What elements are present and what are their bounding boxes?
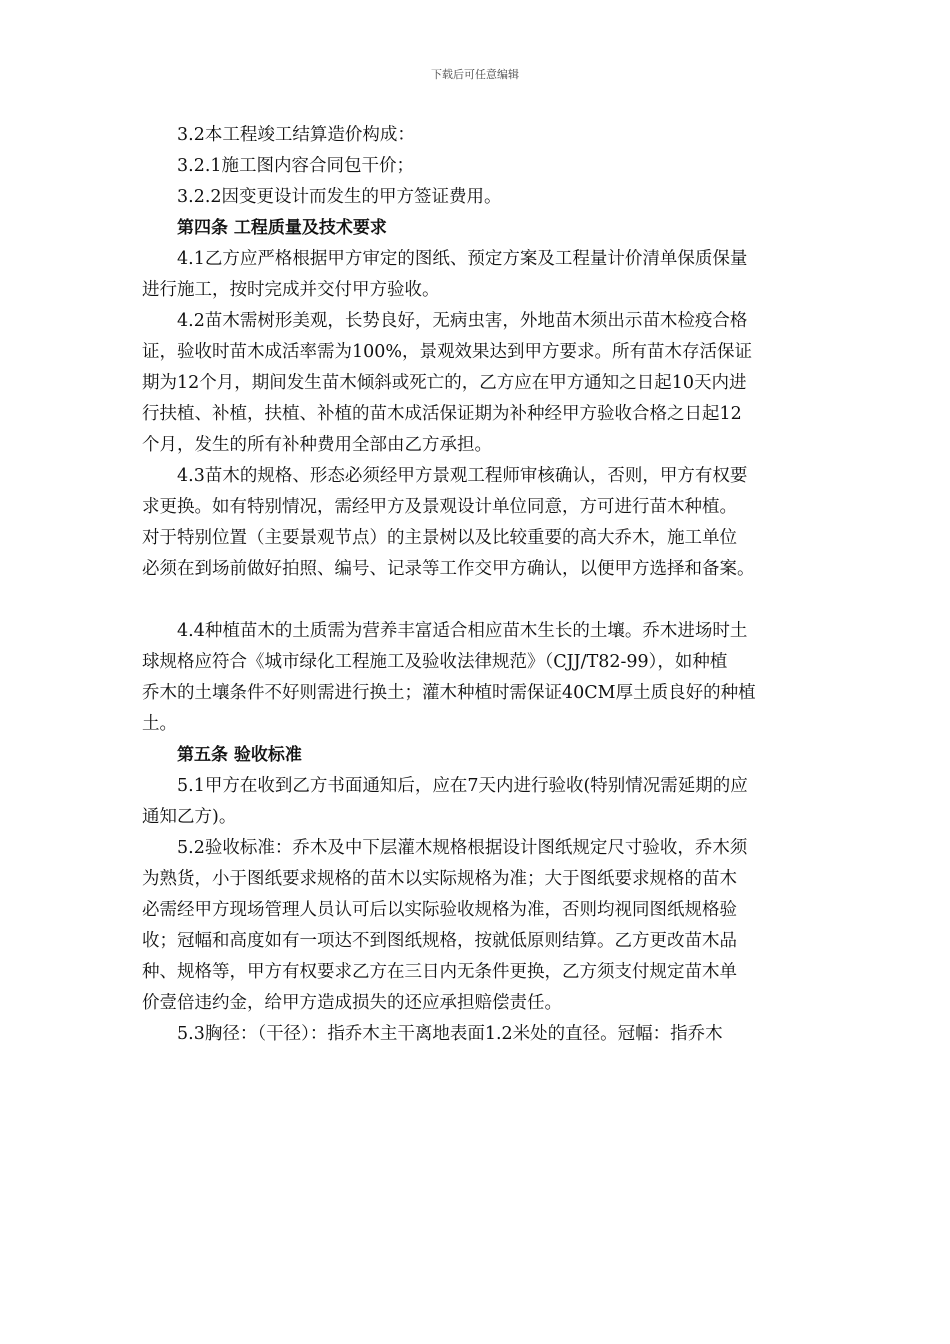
paragraph-line: 为熟货，小于图纸要求规格的苗木以实际规格为准；大于图纸要求规格的苗木 <box>142 869 737 889</box>
paragraph-line: 必需经甲方现场管理人员认可后以实际验收规格为准，否则均视同图纸规格验 <box>142 900 737 920</box>
paragraph-line: 5.1甲方在收到乙方书面通知后，应在7天内进行验收(特别情况需延期的应 <box>177 776 748 796</box>
paragraph-line: 通知乙方)。 <box>142 807 237 827</box>
paragraph-line: 证，验收时苗木成活率需为100%，景观效果达到甲方要求。所有苗木存活保证 <box>142 342 753 362</box>
paragraph-line: 必须在到场前做好拍照、编号、记录等工作交甲方确认，以便甲方选择和备案。 <box>142 559 755 579</box>
paragraph-line: 5.2验收标准：乔木及中下层灌木规格根据设计图纸规定尺寸验收，乔木须 <box>177 838 748 858</box>
document-body <box>142 120 822 1050</box>
section-heading: 第五条 验收标准 <box>177 745 302 765</box>
page-header-note: 下载后可任意编辑 <box>431 68 519 81</box>
paragraph-line: 4.1乙方应严格根据甲方审定的图纸、预定方案及工程量计价清单保质保量 <box>177 249 748 269</box>
paragraph-line: 4.3苗木的规格、形态必须经甲方景观工程师审核确认，否则，甲方有权要 <box>177 466 748 486</box>
paragraph-line: 土。 <box>142 714 177 734</box>
paragraph-line: 3.2.1施工图内容合同包干价； <box>177 156 415 176</box>
paragraph-line: 4.4种植苗木的土质需为营养丰富适合相应苗木生长的土壤。乔木进场时土 <box>177 621 748 641</box>
paragraph-line: 对于特别位置（主要景观节点）的主景树以及比较重要的高大乔木，施工单位 <box>142 528 737 548</box>
paragraph-line: 行扶植、补植，扶植、补植的苗木成活保证期为补种经甲方验收合格之日起12 <box>142 404 742 424</box>
paragraph-line: 3.2本工程竣工结算造价构成： <box>177 125 415 145</box>
paragraph-line: 个月，发生的所有补种费用全部由乙方承担。 <box>142 435 492 455</box>
paragraph-gap <box>142 585 822 616</box>
section-heading: 第四条 工程质量及技术要求 <box>177 218 387 238</box>
paragraph-line: 4.2苗木需树形美观，长势良好，无病虫害，外地苗木须出示苗木检疫合格 <box>177 311 748 331</box>
paragraph-line: 收；冠幅和高度如有一项达不到图纸规格，按就低原则结算。乙方更改苗木品 <box>142 931 737 951</box>
paragraph-line: 5.3胸径：（干径）：指乔木主干离地表面1.2米处的直径。冠幅：指乔木 <box>177 1024 723 1044</box>
paragraph-line: 种、规格等，甲方有权要求乙方在三日内无条件更换，乙方须支付规定苗木单 <box>142 962 737 982</box>
paragraph-line: 进行施工，按时完成并交付甲方验收。 <box>142 280 440 300</box>
paragraph-line: 3.2.2因变更设计而发生的甲方签证费用。 <box>177 187 502 207</box>
paragraph-line: 球规格应符合《城市绿化工程施工及验收法律规范》（CJJ/T82-99），如种植 <box>142 652 728 672</box>
paragraph-line: 乔木的土壤条件不好则需进行换土；灌木种植时需保证40CM厚土质良好的种植 <box>142 683 756 703</box>
paragraph-line: 价壹倍违约金，给甲方造成损失的还应承担赔偿责任。 <box>142 993 562 1013</box>
paragraph-line: 期为12个月，期间发生苗木倾斜或死亡的，乙方应在甲方通知之日起10天内进 <box>142 373 747 393</box>
paragraph-line: 求更换。如有特别情况，需经甲方及景观设计单位同意，方可进行苗木种植。 <box>142 497 737 517</box>
